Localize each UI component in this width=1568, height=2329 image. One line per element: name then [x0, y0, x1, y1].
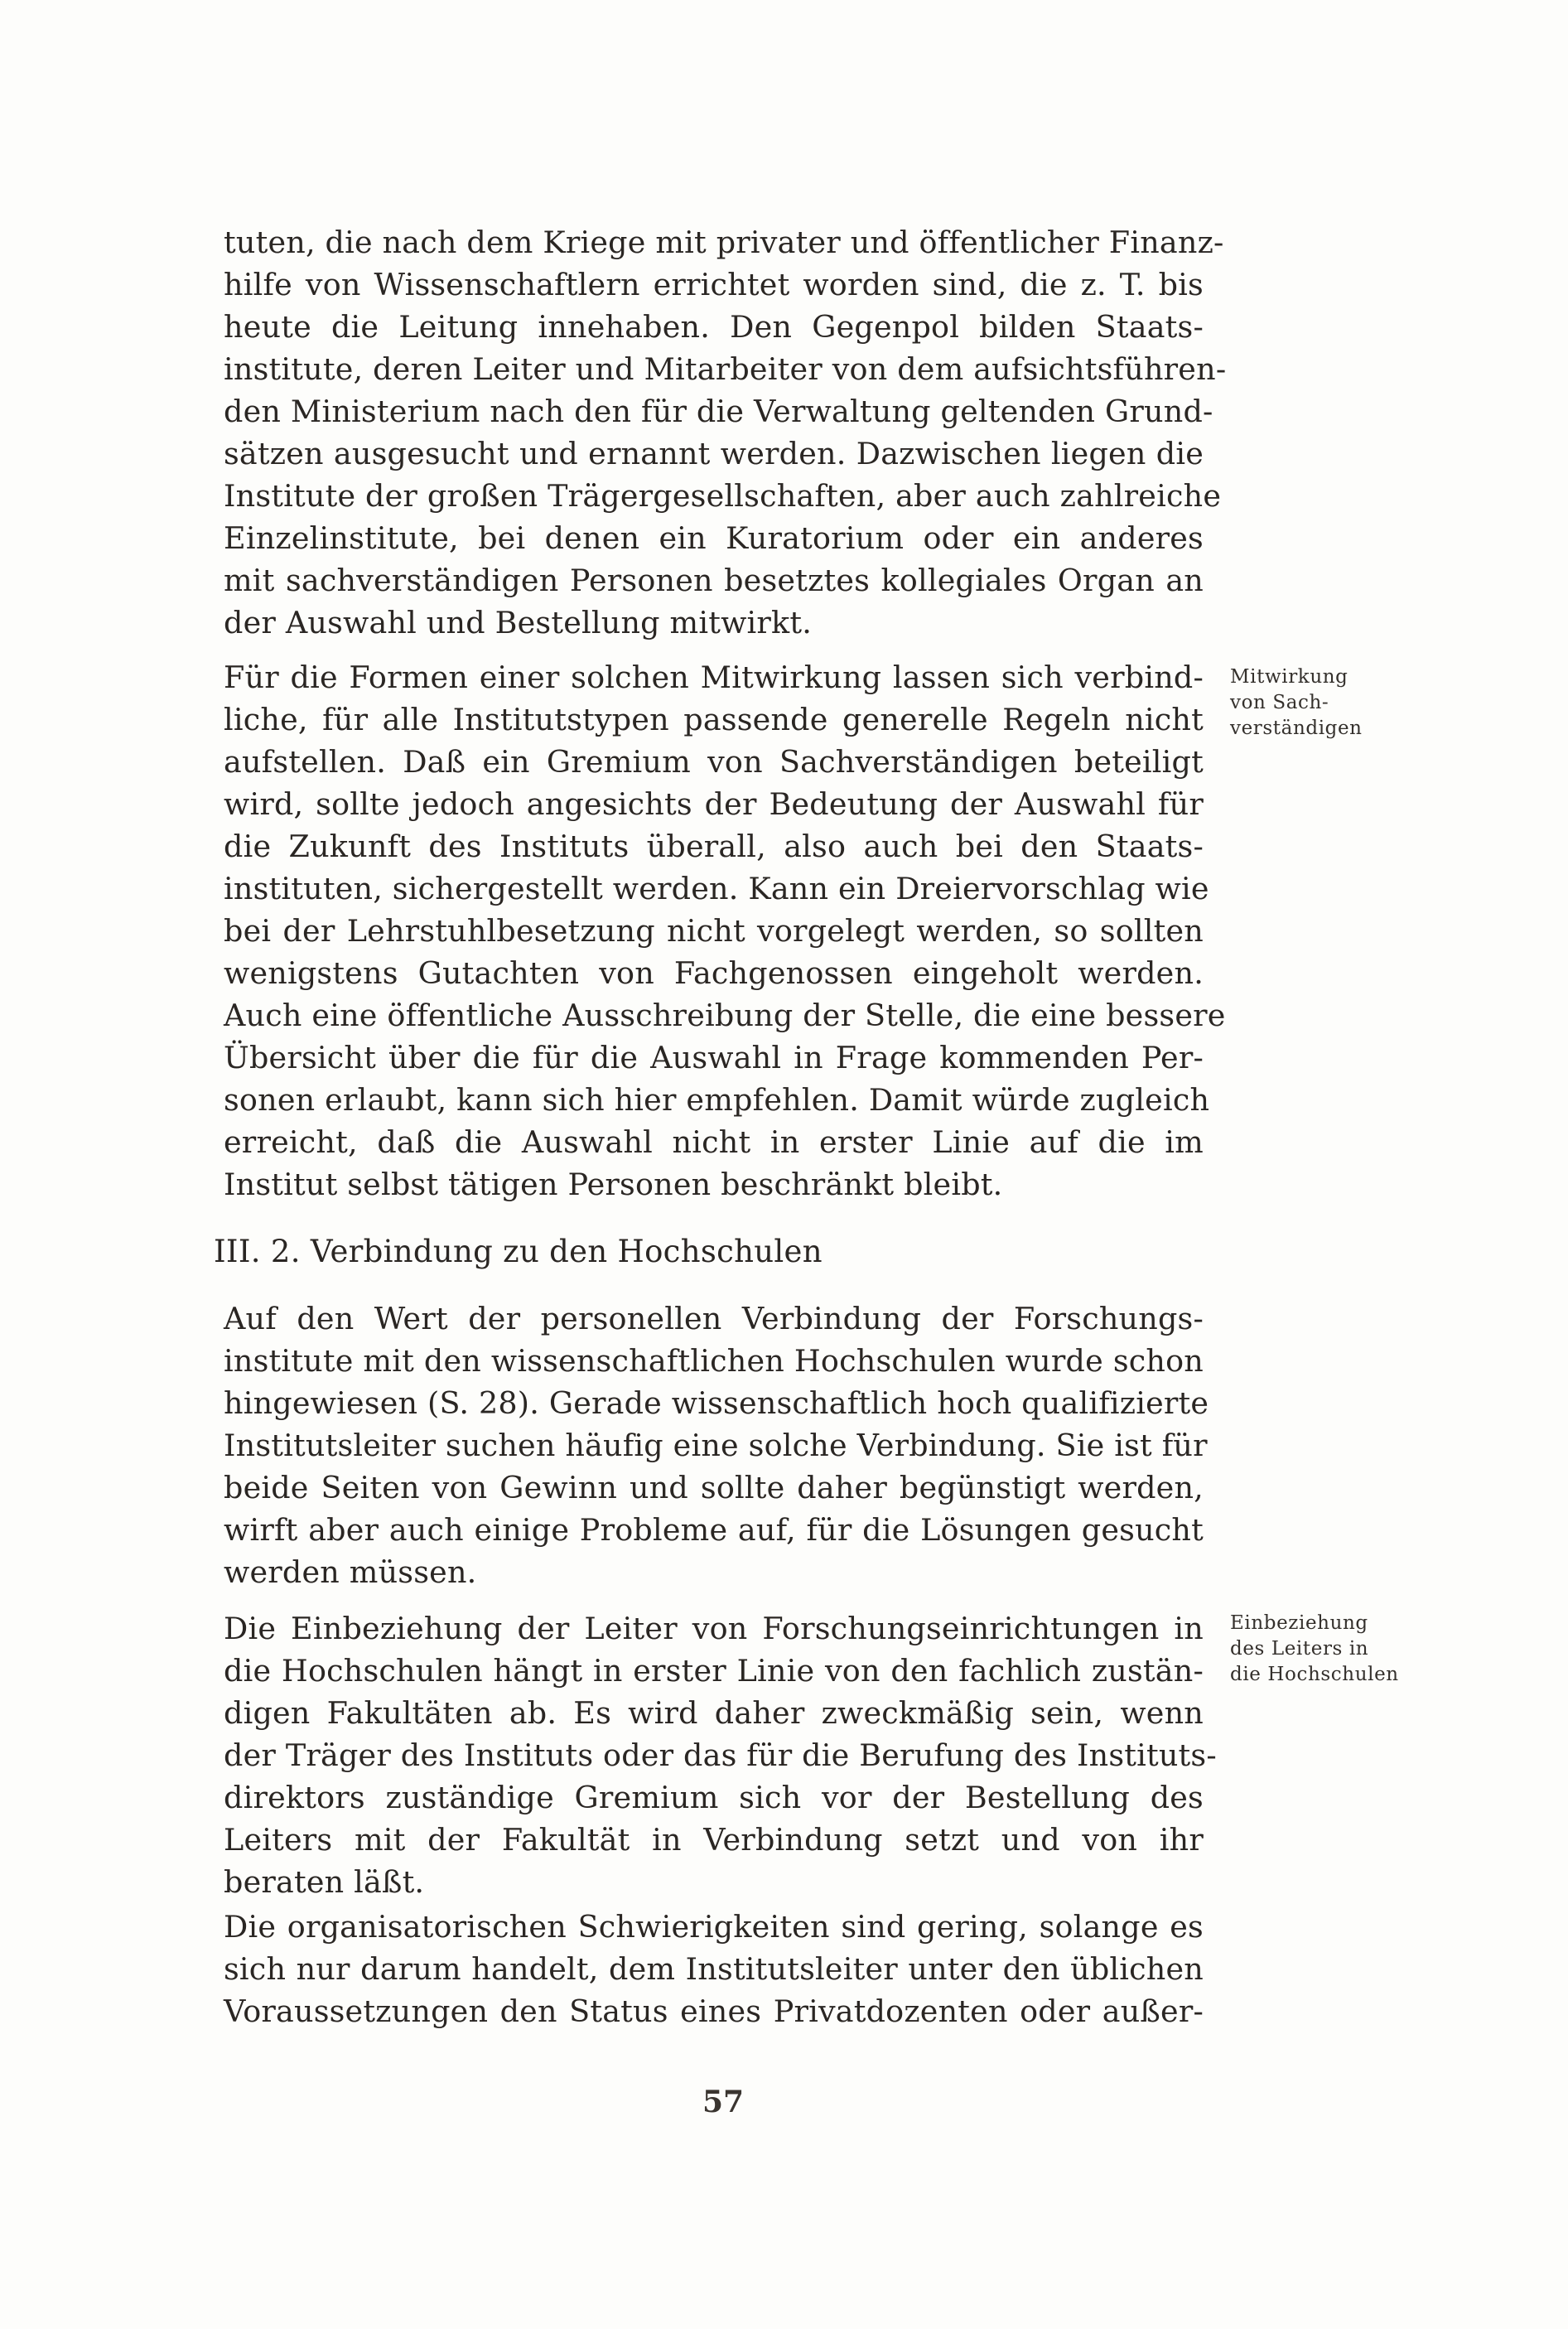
text-line: werden müssen.	[224, 1554, 477, 1590]
text-line: liche, für alle Institutstypen passende generelle Regeln nicht	[224, 702, 1204, 737]
text-line: Voraussetzungen den Status eines Privatdozenten oder außer-	[224, 1993, 1204, 2029]
paragraph-organisation	[224, 1906, 1204, 2032]
text-line: Auch eine öffentliche Ausschreibung der Stelle, die eine bessere	[224, 998, 1226, 1033]
margin-note-line: von Sach-	[1230, 692, 1329, 713]
margin-note-mitwirkung	[1230, 664, 1363, 742]
text-line: wird, sollte jedoch angesichts der Bedeutung der Auswahl für	[224, 786, 1204, 822]
page-number: 57	[702, 2085, 745, 2119]
text-line: institute mit den wissenschaftlichen Hochschulen wurde schon	[224, 1343, 1204, 1379]
text-line: wenigstens Gutachten von Fachgenossen eingeholt werden.	[224, 955, 1204, 991]
text-line: bei der Lehrstuhlbesetzung nicht vorgelegt werden, so sollten	[224, 913, 1204, 949]
text-line: erreicht, daß die Auswahl nicht in erster Linie auf die im	[224, 1124, 1204, 1160]
text-line: Leiters mit der Fakultät in Verbindung setzt und von ihr	[224, 1822, 1204, 1858]
text-line: den Ministerium nach den für die Verwaltung geltenden Grund-	[224, 394, 1213, 429]
text-line: mit sachverständigen Personen besetztes kollegiales Organ an	[224, 563, 1204, 598]
margin-note-line: Einbeziehung	[1230, 1612, 1368, 1634]
text-line: der Auswahl und Bestellung mitwirkt.	[224, 605, 813, 640]
margin-note-line: verständigen	[1230, 718, 1363, 739]
margin-note-einbeziehung	[1230, 1611, 1399, 1688]
text-line: die Zukunft des Instituts überall, also auch bei den Staats-	[224, 829, 1204, 864]
text-line: Die organisatorischen Schwierigkeiten sind gering, solange es	[224, 1909, 1204, 1945]
section-heading: III. 2. Verbindung zu den Hochschulen	[214, 1234, 823, 1269]
paragraph-verbindung	[224, 1297, 1209, 1593]
text-line: Einzelinstitute, bei denen ein Kuratorium oder ein anderes	[224, 520, 1204, 556]
text-line: direktors zuständige Gremium sich vor der Bestellung des	[224, 1780, 1204, 1815]
text-line: Institute der großen Trägergesellschaften, aber auch zahlreiche	[224, 478, 1222, 514]
margin-note-line: des Leiters in	[1230, 1638, 1369, 1660]
text-line: hilfe von Wissenschaftlern errichtet worden sind, die z. T. bis	[224, 267, 1204, 302]
text-line: tuten, die nach dem Kriege mit privater und öffentlicher Finanz-	[224, 225, 1224, 260]
text-line: aufstellen. Daß ein Gremium von Sachverständigen beteiligt	[224, 744, 1204, 780]
text-line: hingewiesen (S. 28). Gerade wissenschaftlich hoch qualifizierte	[224, 1385, 1209, 1421]
text-line: der Träger des Instituts oder das für die Berufung des Instituts-	[224, 1737, 1217, 1773]
text-line: Für die Formen einer solchen Mitwirkung lassen sich verbind-	[224, 660, 1204, 695]
text-line: wirft aber auch einige Probleme auf, für die Lösungen gesucht	[224, 1512, 1204, 1548]
margin-note-line: die Hochschulen	[1230, 1664, 1399, 1685]
paragraph-institute-types	[224, 221, 1227, 644]
text-line: digen Fakultäten ab. Es wird daher zweckmäßig sein, wenn	[224, 1695, 1204, 1731]
text-line: Übersicht über die für die Auswahl in Frage kommenden Per-	[224, 1040, 1204, 1075]
paragraph-einbeziehung	[224, 1607, 1217, 1903]
text-line: sonen erlaubt, kann sich hier empfehlen. Damit würde zugleich	[224, 1082, 1210, 1118]
text-line: institute, deren Leiter und Mitarbeiter von dem aufsichtsführen-	[224, 351, 1227, 387]
margin-note-line: Mitwirkung	[1230, 666, 1348, 688]
text-line: Auf den Wert der personellen Verbindung der Forschungs-	[224, 1301, 1204, 1336]
text-line: die Hochschulen hängt in erster Linie von den fachlich zustän-	[224, 1653, 1204, 1689]
paragraph-mitwirkung	[224, 656, 1226, 1206]
text-line: beraten läßt.	[224, 1864, 425, 1900]
text-line: instituten, sichergestellt werden. Kann ein Dreiervorschlag wie	[224, 871, 1209, 906]
text-line: beide Seiten von Gewinn und sollte daher begünstigt werden,	[224, 1470, 1204, 1505]
text-line: Institut selbst tätigen Personen beschränkt bleibt.	[224, 1167, 1003, 1202]
text-line: heute die Leitung innehaben. Den Gegenpol bilden Staats-	[224, 309, 1204, 345]
text-line: sätzen ausgesucht und ernannt werden. Dazwischen liegen die	[224, 436, 1204, 471]
text-line: sich nur darum handelt, dem Institutsleiter unter den üblichen	[224, 1951, 1204, 1987]
text-line: Die Einbeziehung der Leiter von Forschungseinrichtungen in	[224, 1611, 1204, 1646]
text-line: Institutsleiter suchen häufig eine solche Verbindung. Sie ist für	[224, 1428, 1208, 1463]
